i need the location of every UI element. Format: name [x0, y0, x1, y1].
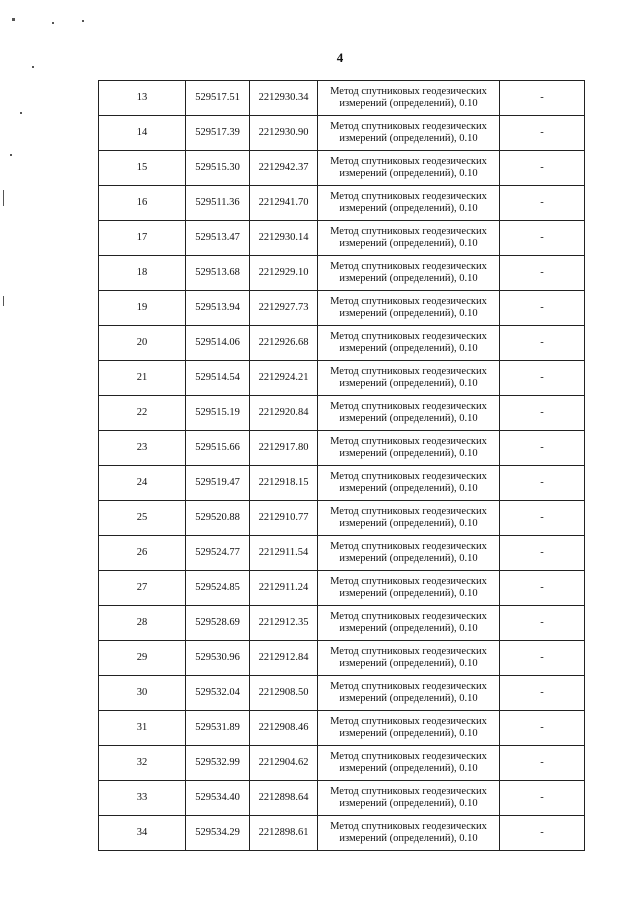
description-cell: - [500, 746, 585, 781]
description-cell: - [500, 291, 585, 326]
coordinate-y-cell: 2212942.37 [250, 151, 318, 186]
coordinate-x-cell: 529514.06 [186, 326, 250, 361]
point-number-cell: 14 [99, 116, 186, 151]
method-line-1: Метод спутниковых геодезических [330, 436, 487, 447]
method-cell [318, 151, 500, 186]
coordinate-y-cell: 2212929.10 [250, 256, 318, 291]
method-line-2: измерений (определений), 0.10 [339, 133, 478, 144]
point-number-cell: 20 [99, 326, 186, 361]
method-cell [318, 361, 500, 396]
method-cell [318, 81, 500, 116]
method-line-2: измерений (определений), 0.10 [339, 518, 478, 529]
method-line-1: Метод спутниковых геодезических [330, 401, 487, 412]
method-line-2: измерений (определений), 0.10 [339, 483, 478, 494]
method-line-1: Метод спутниковых геодезических [330, 121, 487, 132]
description-cell: - [500, 816, 585, 851]
coordinate-y-cell: 2212930.14 [250, 221, 318, 256]
method-cell [318, 431, 500, 466]
table-row [99, 396, 585, 431]
coordinate-y-cell: 2212908.46 [250, 711, 318, 746]
scan-speck [32, 66, 34, 68]
table-row [99, 326, 585, 361]
description-cell: - [500, 466, 585, 501]
method-line-1: Метод спутниковых геодезических [330, 506, 487, 517]
coordinate-y-cell: 2212926.68 [250, 326, 318, 361]
description-cell: - [500, 571, 585, 606]
method-line-1: Метод спутниковых геодезических [330, 226, 487, 237]
table-row [99, 466, 585, 501]
description-cell: - [500, 606, 585, 641]
description-cell: - [500, 256, 585, 291]
table-row [99, 816, 585, 851]
coordinate-x-cell: 529513.47 [186, 221, 250, 256]
table-row [99, 571, 585, 606]
table-row [99, 501, 585, 536]
method-cell [318, 291, 500, 326]
point-number-cell: 26 [99, 536, 186, 571]
method-line-1: Метод спутниковых геодезических [330, 156, 487, 167]
coordinate-y-cell: 2212920.84 [250, 396, 318, 431]
table-row [99, 641, 585, 676]
scan-speck [12, 18, 15, 21]
point-number-cell: 29 [99, 641, 186, 676]
point-number-cell: 13 [99, 81, 186, 116]
method-line-1: Метод спутниковых геодезических [330, 786, 487, 797]
coordinate-x-cell: 529531.89 [186, 711, 250, 746]
coordinate-x-cell: 529513.68 [186, 256, 250, 291]
method-line-2: измерений (определений), 0.10 [339, 798, 478, 809]
table-row [99, 291, 585, 326]
coordinate-y-cell: 2212910.77 [250, 501, 318, 536]
method-line-1: Метод спутниковых геодезических [330, 821, 487, 832]
method-line-1: Метод спутниковых геодезических [330, 296, 487, 307]
method-cell [318, 571, 500, 606]
scan-speck [10, 154, 12, 156]
coordinate-y-cell: 2212924.21 [250, 361, 318, 396]
method-line-1: Метод спутниковых геодезических [330, 716, 487, 727]
point-number-cell: 30 [99, 676, 186, 711]
table-row [99, 536, 585, 571]
coordinate-x-cell: 529528.69 [186, 606, 250, 641]
scan-speck [82, 20, 84, 22]
method-line-2: измерений (определений), 0.10 [339, 343, 478, 354]
coordinate-y-cell: 2212912.35 [250, 606, 318, 641]
method-line-2: измерений (определений), 0.10 [339, 833, 478, 844]
table-row [99, 81, 585, 116]
table-row [99, 606, 585, 641]
coordinate-x-cell: 529519.47 [186, 466, 250, 501]
coordinate-x-cell: 529520.88 [186, 501, 250, 536]
table-row [99, 711, 585, 746]
method-line-1: Метод спутниковых геодезических [330, 86, 487, 97]
coordinate-x-cell: 529524.85 [186, 571, 250, 606]
coordinate-x-cell: 529514.54 [186, 361, 250, 396]
method-cell [318, 816, 500, 851]
method-cell [318, 256, 500, 291]
point-number-cell: 18 [99, 256, 186, 291]
scan-speck [3, 190, 4, 206]
coordinate-x-cell: 529515.66 [186, 431, 250, 466]
description-cell: - [500, 361, 585, 396]
coordinate-x-cell: 529517.39 [186, 116, 250, 151]
method-line-2: измерений (определений), 0.10 [339, 238, 478, 249]
coordinate-y-cell: 2212917.80 [250, 431, 318, 466]
method-cell [318, 711, 500, 746]
table-row [99, 676, 585, 711]
description-cell: - [500, 221, 585, 256]
point-number-cell: 33 [99, 781, 186, 816]
method-cell [318, 116, 500, 151]
coordinate-x-cell: 529513.94 [186, 291, 250, 326]
coordinates-table [98, 80, 585, 851]
method-cell [318, 396, 500, 431]
method-line-1: Метод спутниковых геодезических [330, 191, 487, 202]
coordinate-y-cell: 2212898.64 [250, 781, 318, 816]
description-cell: - [500, 396, 585, 431]
method-line-2: измерений (определений), 0.10 [339, 588, 478, 599]
point-number-cell: 25 [99, 501, 186, 536]
method-line-2: измерений (определений), 0.10 [339, 203, 478, 214]
coordinate-x-cell: 529532.04 [186, 676, 250, 711]
description-cell: - [500, 186, 585, 221]
description-cell: - [500, 151, 585, 186]
method-cell [318, 641, 500, 676]
method-line-2: измерений (определений), 0.10 [339, 378, 478, 389]
coordinate-x-cell: 529515.19 [186, 396, 250, 431]
method-line-1: Метод спутниковых геодезических [330, 471, 487, 482]
coordinate-y-cell: 2212930.34 [250, 81, 318, 116]
coordinate-x-cell: 529517.51 [186, 81, 250, 116]
description-cell: - [500, 81, 585, 116]
point-number-cell: 17 [99, 221, 186, 256]
method-cell [318, 606, 500, 641]
method-line-2: измерений (определений), 0.10 [339, 308, 478, 319]
coordinate-y-cell: 2212904.62 [250, 746, 318, 781]
point-number-cell: 22 [99, 396, 186, 431]
coordinate-y-cell: 2212941.70 [250, 186, 318, 221]
point-number-cell: 27 [99, 571, 186, 606]
point-number-cell: 24 [99, 466, 186, 501]
method-line-2: измерений (определений), 0.10 [339, 168, 478, 179]
method-line-2: измерений (определений), 0.10 [339, 763, 478, 774]
coordinate-y-cell: 2212912.84 [250, 641, 318, 676]
method-cell [318, 186, 500, 221]
method-line-1: Метод спутниковых геодезических [330, 366, 487, 377]
table-row [99, 151, 585, 186]
coordinate-x-cell: 529515.30 [186, 151, 250, 186]
method-line-2: измерений (определений), 0.10 [339, 98, 478, 109]
coordinate-y-cell: 2212918.15 [250, 466, 318, 501]
method-line-1: Метод спутниковых геодезических [330, 576, 487, 587]
point-number-cell: 28 [99, 606, 186, 641]
coordinate-y-cell: 2212927.73 [250, 291, 318, 326]
method-line-1: Метод спутниковых геодезических [330, 751, 487, 762]
point-number-cell: 32 [99, 746, 186, 781]
point-number-cell: 21 [99, 361, 186, 396]
scan-speck [20, 112, 22, 114]
page-number: 4 [336, 50, 344, 65]
point-number-cell: 31 [99, 711, 186, 746]
coordinate-y-cell: 2212911.24 [250, 571, 318, 606]
method-line-2: измерений (определений), 0.10 [339, 728, 478, 739]
method-line-2: измерений (определений), 0.10 [339, 623, 478, 634]
table-body [99, 81, 585, 851]
table-row [99, 431, 585, 466]
description-cell: - [500, 501, 585, 536]
point-number-cell: 15 [99, 151, 186, 186]
method-cell [318, 536, 500, 571]
coordinate-x-cell: 529524.77 [186, 536, 250, 571]
scan-speck [52, 22, 54, 24]
coordinate-x-cell: 529530.96 [186, 641, 250, 676]
description-cell: - [500, 116, 585, 151]
method-cell [318, 501, 500, 536]
table-row [99, 746, 585, 781]
method-line-1: Метод спутниковых геодезических [330, 541, 487, 552]
table-row [99, 221, 585, 256]
description-cell: - [500, 711, 585, 746]
method-line-1: Метод спутниковых геодезических [330, 646, 487, 657]
table-row [99, 186, 585, 221]
method-line-2: измерений (определений), 0.10 [339, 273, 478, 284]
coordinate-x-cell: 529532.99 [186, 746, 250, 781]
description-cell: - [500, 676, 585, 711]
method-line-2: измерений (определений), 0.10 [339, 448, 478, 459]
coordinate-y-cell: 2212911.54 [250, 536, 318, 571]
description-cell: - [500, 536, 585, 571]
table-row [99, 256, 585, 291]
table-row [99, 116, 585, 151]
point-number-cell: 16 [99, 186, 186, 221]
point-number-cell: 34 [99, 816, 186, 851]
description-cell: - [500, 326, 585, 361]
method-line-2: измерений (определений), 0.10 [339, 658, 478, 669]
point-number-cell: 23 [99, 431, 186, 466]
method-cell [318, 746, 500, 781]
method-line-1: Метод спутниковых геодезических [330, 681, 487, 692]
method-line-1: Метод спутниковых геодезических [330, 331, 487, 342]
method-line-2: измерений (определений), 0.10 [339, 413, 478, 424]
method-cell [318, 221, 500, 256]
scan-speck [3, 296, 4, 306]
coordinate-y-cell: 2212898.61 [250, 816, 318, 851]
method-cell [318, 676, 500, 711]
coordinate-x-cell: 529534.29 [186, 816, 250, 851]
coordinate-y-cell: 2212930.90 [250, 116, 318, 151]
method-line-1: Метод спутниковых геодезических [330, 611, 487, 622]
method-line-1: Метод спутниковых геодезических [330, 261, 487, 272]
point-number-cell: 19 [99, 291, 186, 326]
table-row [99, 361, 585, 396]
description-cell: - [500, 641, 585, 676]
coordinate-x-cell: 529511.36 [186, 186, 250, 221]
description-cell: - [500, 431, 585, 466]
table-row [99, 781, 585, 816]
coordinate-y-cell: 2212908.50 [250, 676, 318, 711]
method-line-2: измерений (определений), 0.10 [339, 553, 478, 564]
coordinate-x-cell: 529534.40 [186, 781, 250, 816]
method-cell [318, 466, 500, 501]
method-cell [318, 326, 500, 361]
method-cell [318, 781, 500, 816]
method-line-2: измерений (определений), 0.10 [339, 693, 478, 704]
description-cell: - [500, 781, 585, 816]
